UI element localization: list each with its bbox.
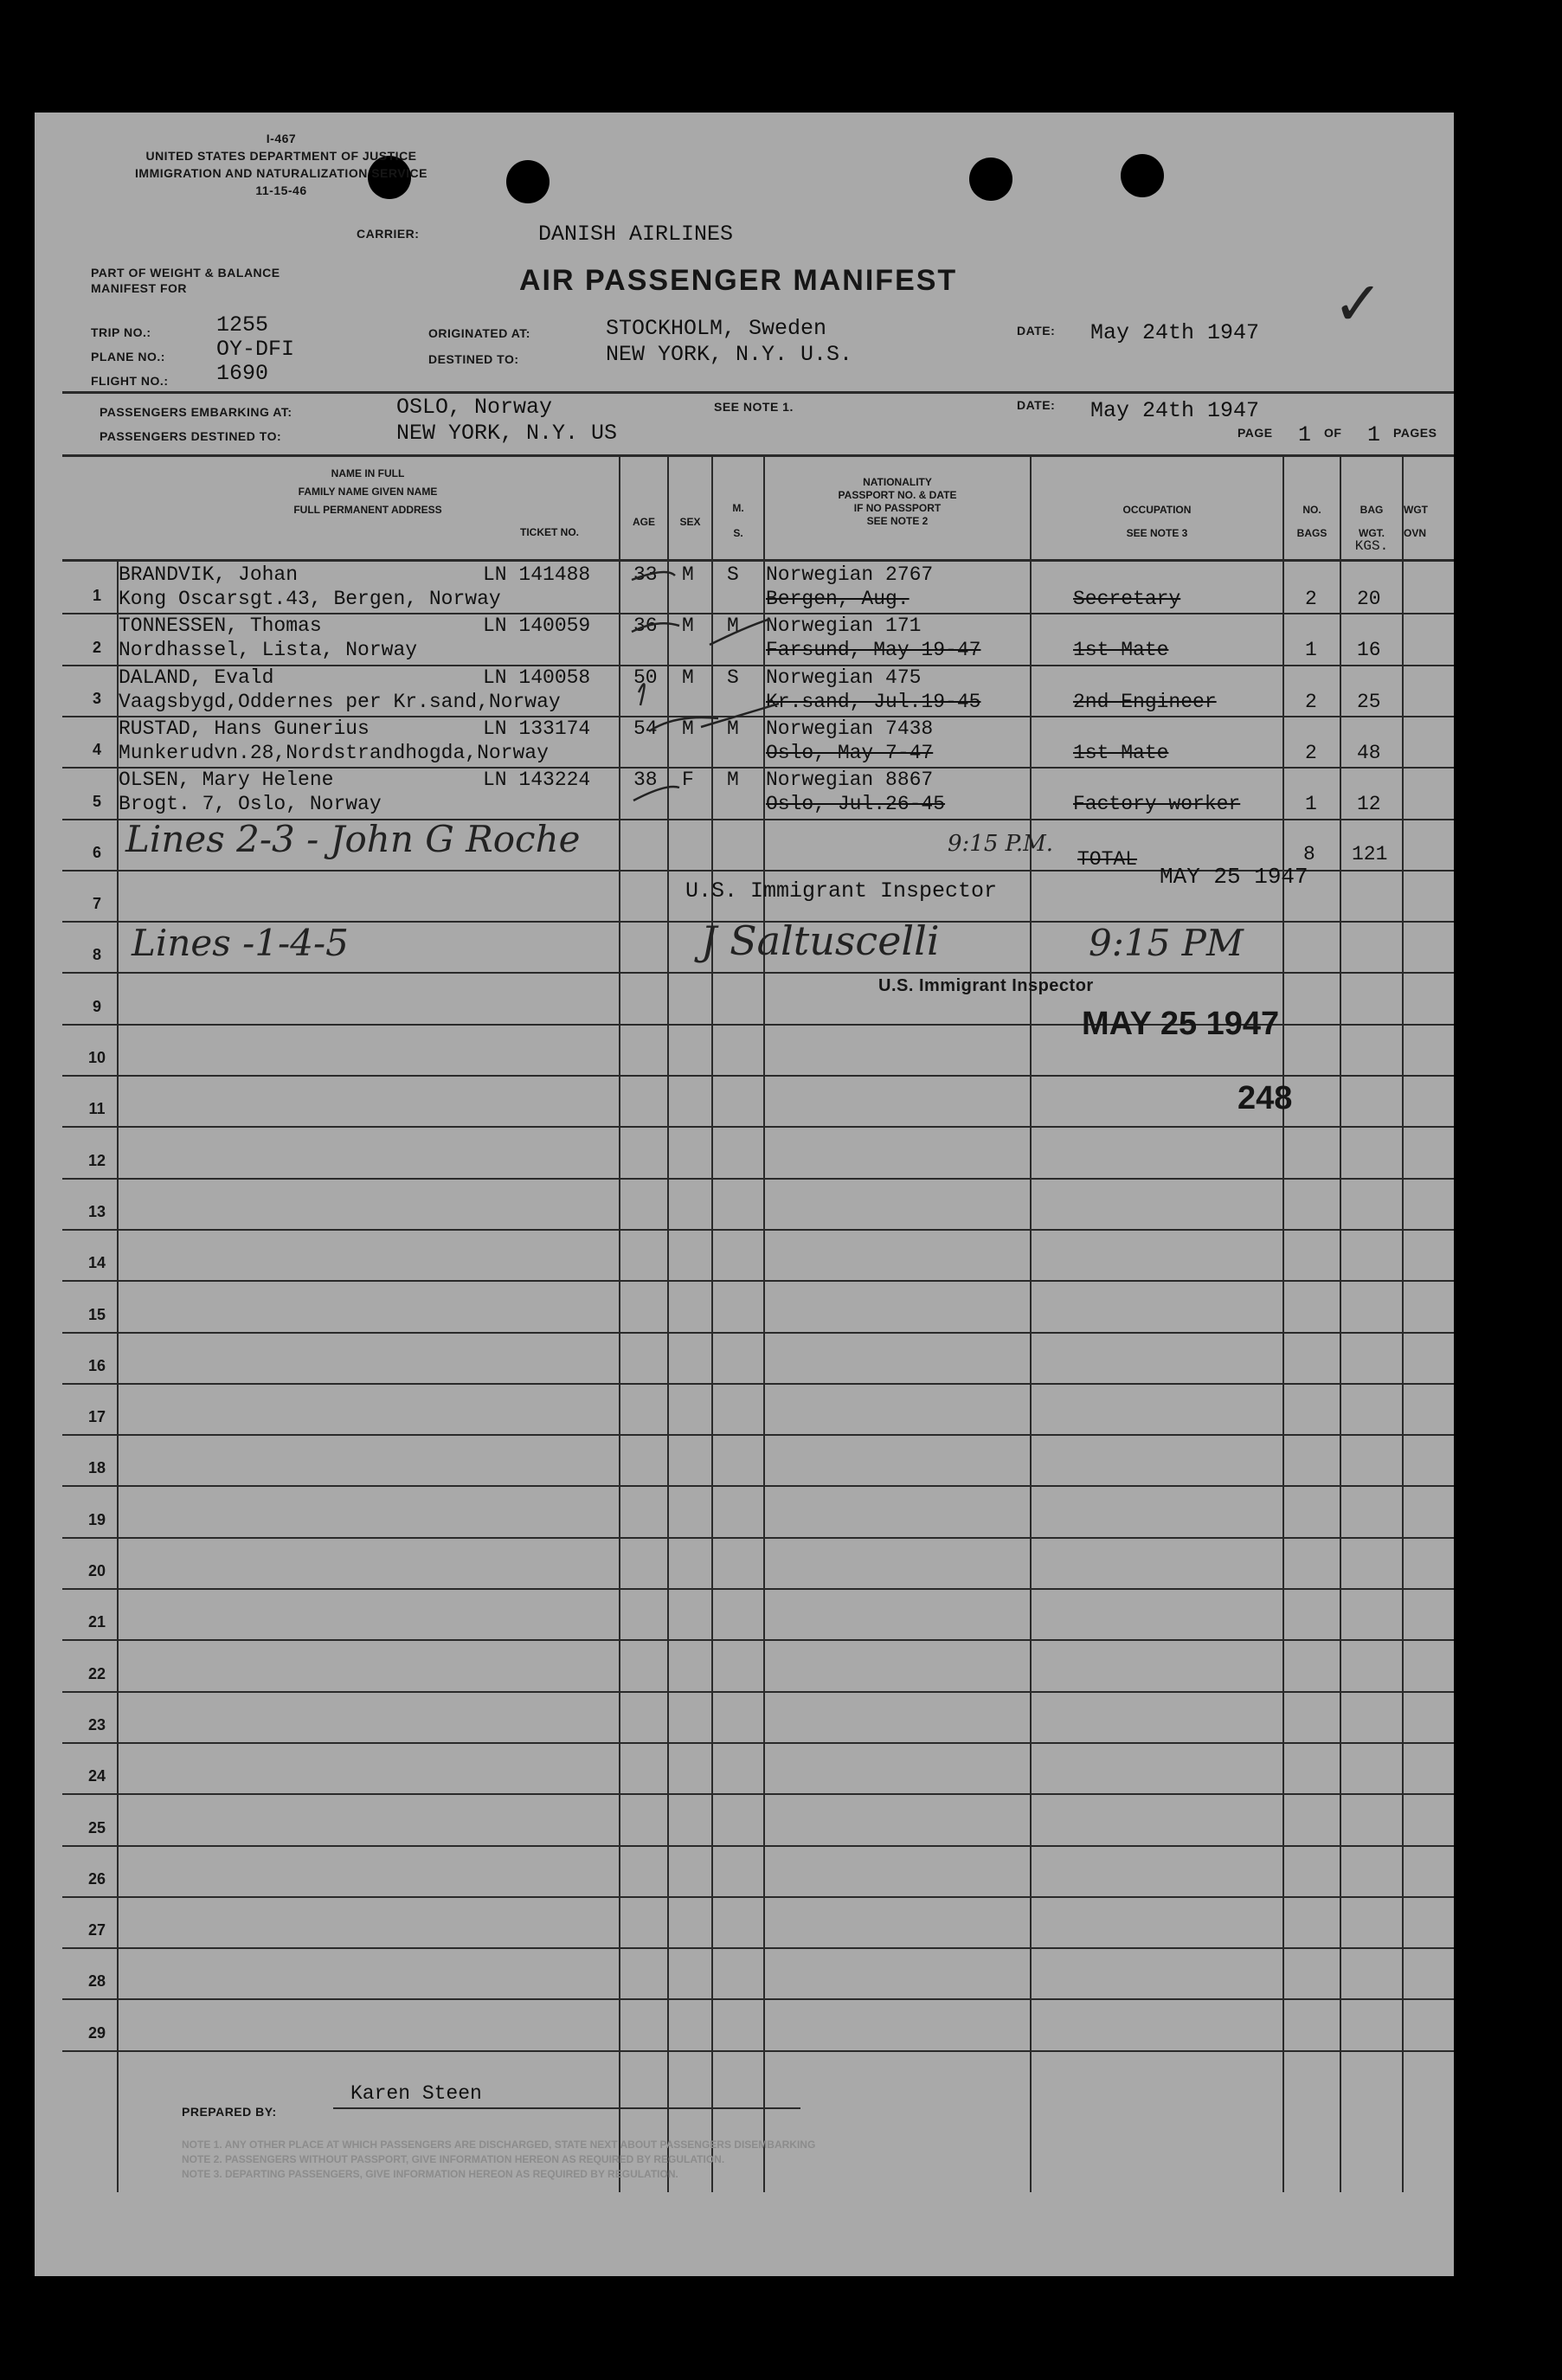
row-line <box>62 1537 1454 1539</box>
passenger-passport: Bergen, Aug. <box>766 588 910 610</box>
passenger-name: RUSTAD, Hans Gunerius <box>119 717 370 740</box>
passenger-ticket: LN 140058 <box>483 666 591 689</box>
passenger-occupation: Factory worker <box>1073 793 1241 815</box>
passenger-ms: S <box>727 563 739 586</box>
handwritten-note-line6: Lines 2-3 - John G Roche <box>125 818 581 860</box>
row-number: 5 <box>92 793 101 810</box>
row-number: 24 <box>87 1767 106 1785</box>
passenger-ms: M <box>727 717 739 740</box>
row-line <box>62 1947 1454 1949</box>
row-line <box>62 1434 1454 1436</box>
header-occupation: OCCUPATION SEE NOTE 3 <box>1122 504 1192 539</box>
header-bag-weight: BAG WGT. KGS. <box>1354 504 1389 554</box>
header-sex: SEX <box>679 516 701 528</box>
row-line <box>62 1896 1454 1898</box>
passenger-sex: M <box>682 666 694 689</box>
row-line <box>62 1998 1454 2000</box>
passenger-bags: 1 <box>1305 639 1317 661</box>
flight-number: 1690 <box>216 361 269 386</box>
row-number: 16 <box>87 1357 106 1374</box>
header-weight-ovn: WGT OVN <box>1404 504 1428 539</box>
row-line <box>62 1126 1454 1128</box>
header-marital: M. S. <box>732 502 744 539</box>
of-label: OF <box>1324 426 1342 440</box>
row-line <box>62 1485 1454 1487</box>
prepared-by-value: Karen Steen <box>350 2082 482 2105</box>
row-line <box>62 1280 1454 1282</box>
row-number: 1 <box>92 587 101 604</box>
row-line <box>62 1639 1454 1641</box>
divider <box>62 391 1454 394</box>
row-number: 27 <box>87 1921 106 1939</box>
passenger-address: Nordhassel, Lista, Norway <box>119 639 418 661</box>
route-values <box>606 316 852 368</box>
row-line <box>62 1075 1454 1077</box>
row-line <box>62 1588 1454 1590</box>
row-number: 2 <box>92 639 101 656</box>
row-number: 26 <box>87 1870 106 1888</box>
flight-values <box>216 313 294 386</box>
row-number: 7 <box>92 895 101 912</box>
total-weight: 121 <box>1352 843 1388 865</box>
passenger-ticket: LN 140059 <box>483 614 591 637</box>
passenger-route-values <box>396 395 617 447</box>
page-title: AIR PASSENGER MANIFEST <box>519 264 958 297</box>
passenger-weight: 20 <box>1357 588 1381 610</box>
handwritten-time2: 9:15 PM <box>1089 922 1244 964</box>
passenger-ms: S <box>727 666 739 689</box>
carrier-label: CARRIER: <box>357 227 420 241</box>
agency-line2: IMMIGRATION AND NATURALIZATION SERVICE <box>135 166 427 180</box>
passenger-ticket: LN 143224 <box>483 769 591 791</box>
passenger-age: 50 <box>633 666 658 689</box>
passenger-nationality: Norwegian 8867 <box>766 769 934 791</box>
passenger-occupation: 2nd Engineer <box>1073 691 1217 713</box>
see-note-label: SEE NOTE 1. <box>714 400 794 414</box>
passenger-nationality: Norwegian 7438 <box>766 717 934 740</box>
header-ticket: TICKET NO. <box>520 526 579 538</box>
passenger-address: Brogt. 7, Oslo, Norway <box>119 793 382 815</box>
table-top-border <box>62 454 1454 457</box>
passenger-bags: 2 <box>1305 742 1317 764</box>
plane-number: OY-DFI <box>216 337 295 362</box>
footnotes: NOTE 1. ANY OTHER PLACE AT WHICH PASSENGERS ARE DISCHARGED, STATE NEXT ABOUT PASSENGERS DISEMBARKING NOTE 2. PASSENGERS WITHOUT PASSPORT, GIVE INFORMATION HEREON AS REQUIRED BY REGULATION. NOTE 3. DEPARTING PASSENGERS, GIVE INFORMATION HEREON AS REQUIRED BY REGULATION. <box>182 2139 816 2180</box>
header-nationality: NATIONALITY PASSPORT NO. & DATE IF NO PASSPORT SEE NOTE 2 <box>838 476 957 527</box>
date-label: DATE: <box>1017 324 1056 338</box>
form-number: I-467 <box>266 132 297 145</box>
embark-date: May 24th 1947 <box>1090 398 1260 423</box>
row-number: 29 <box>87 2024 106 2042</box>
manifest-page <box>35 113 1454 2276</box>
signature-line <box>333 2107 800 2109</box>
passenger-age: 38 <box>633 769 658 791</box>
embarking-at: OSLO, Norway <box>396 395 553 420</box>
passenger-sex: M <box>682 717 694 740</box>
passenger-passport: Farsund, May 19-47 <box>766 639 981 661</box>
destined-to: NEW YORK, N.Y. U.S. <box>606 342 853 367</box>
row-line <box>62 1178 1454 1180</box>
agency-header <box>78 130 485 199</box>
passenger-bags: 2 <box>1305 691 1317 713</box>
pages-label: PAGES <box>1393 426 1437 440</box>
row-line <box>62 1742 1454 1744</box>
passenger-name: DALAND, Evald <box>119 666 274 689</box>
route-labels: ORIGINATED AT: DESTINED TO: <box>428 326 530 366</box>
passenger-name: TONNESSEN, Thomas <box>119 614 322 637</box>
handwritten-note-line8: Lines -1-4-5 <box>132 922 349 964</box>
page-label: PAGE <box>1237 426 1273 440</box>
row-number: 12 <box>87 1152 106 1169</box>
stamp-date2: MAY 25 1947 <box>1082 1006 1280 1042</box>
row-number: 25 <box>87 1819 106 1836</box>
passenger-address: Munkerudvn.28,Nordstrandhogda,Norway <box>119 742 549 764</box>
passenger-name: OLSEN, Mary Helene <box>119 769 334 791</box>
row-line <box>62 1793 1454 1795</box>
flight-date: May 24th 1947 <box>1090 320 1260 345</box>
check-mark-icon: ✓ <box>1333 268 1384 339</box>
row-number: 18 <box>87 1459 106 1476</box>
passenger-sex: M <box>682 563 694 586</box>
inspector-label2: U.S. Immigrant Inspector <box>878 976 1094 995</box>
passenger-bags: 1 <box>1305 793 1317 815</box>
page-number: 1 <box>1298 422 1312 447</box>
row-number: 4 <box>92 741 101 758</box>
page-total: 1 <box>1367 422 1381 447</box>
row-number: 15 <box>87 1306 106 1323</box>
passenger-weight: 16 <box>1357 639 1381 661</box>
passenger-age: 33 <box>633 563 658 586</box>
inspector-label1: U.S. Immigrant Inspector <box>685 878 998 904</box>
row-line <box>62 1845 1454 1847</box>
originated-at: STOCKHOLM, Sweden <box>606 316 827 341</box>
passenger-route-labels: PASSENGERS EMBARKING AT: PASSENGERS DESTINED TO: <box>100 405 292 443</box>
form-date: 11-15-46 <box>255 183 307 197</box>
stamp-number: 248 <box>1237 1080 1293 1116</box>
passenger-address: Vaagsbygd,Oddernes per Kr.sand,Norway <box>119 691 561 713</box>
passenger-ms: M <box>727 769 739 791</box>
passenger-sex: F <box>682 769 694 791</box>
passenger-address: Kong Oscarsgt.43, Bergen, Norway <box>119 588 501 610</box>
passenger-nationality: Norwegian 2767 <box>766 563 934 586</box>
stamp-date1: MAY 25 1947 <box>1160 864 1308 890</box>
row-number: 11 <box>88 1100 106 1117</box>
inspector-signature: J Saltuscelli <box>701 917 940 964</box>
header-name: NAME IN FULL FAMILY NAME GIVEN NAME FULL PERMANENT ADDRESS <box>293 467 442 516</box>
passenger-ms: M <box>727 614 739 637</box>
row-number: 21 <box>87 1613 106 1631</box>
passenger-nationality: Norwegian 171 <box>766 614 922 637</box>
row-number: 10 <box>87 1049 106 1066</box>
row-number: 8 <box>92 946 101 963</box>
prepared-by-label: PREPARED BY: <box>182 2105 277 2119</box>
row-number: 13 <box>87 1203 106 1220</box>
header-age: AGE <box>632 516 655 528</box>
row-line <box>62 1383 1454 1385</box>
carrier-value: DANISH AIRLINES <box>538 222 734 247</box>
passenger-bags: 2 <box>1305 588 1317 610</box>
row-line <box>62 1229 1454 1231</box>
row-number: 9 <box>92 998 101 1015</box>
passenger-weight: 12 <box>1357 793 1381 815</box>
row-number: 14 <box>87 1254 106 1271</box>
passenger-ticket: LN 141488 <box>483 563 591 586</box>
passenger-sex: M <box>682 614 694 637</box>
passenger-passport: Oslo, Jul.26-45 <box>766 793 946 815</box>
row-number: 3 <box>92 690 101 707</box>
row-number: 17 <box>87 1408 106 1425</box>
row-number: 23 <box>87 1716 106 1734</box>
row-number: 22 <box>87 1665 106 1682</box>
punch-hole <box>1121 154 1164 197</box>
punch-hole <box>969 158 1012 201</box>
punch-hole <box>506 160 550 203</box>
row-number: 6 <box>92 844 101 861</box>
passenger-occupation: 1st Mate <box>1073 742 1169 764</box>
passenger-age: 36 <box>633 614 658 637</box>
flight-labels: TRIP NO.: PLANE NO.: FLIGHT NO.: <box>91 325 169 388</box>
header-bags: NO. BAGS <box>1296 504 1327 539</box>
row-number: 19 <box>87 1511 106 1528</box>
passenger-name: BRANDVIK, Johan <box>119 563 299 586</box>
passengers-destined-to: NEW YORK, N.Y. US <box>396 421 618 446</box>
row-line <box>62 2050 1454 2052</box>
passenger-age: 54 <box>633 717 658 740</box>
handwritten-time1: 9:15 P.M. <box>948 831 1054 857</box>
age-strike-marks <box>614 550 779 913</box>
passenger-occupation: 1st Mate <box>1073 639 1169 661</box>
row-line <box>62 1332 1454 1334</box>
passenger-passport: Kr.sand, Jul.19-45 <box>766 691 981 713</box>
part-of-label: PART OF WEIGHT & BALANCE MANIFEST FOR <box>91 266 280 295</box>
passenger-ticket: LN 133174 <box>483 717 591 740</box>
trip-number: 1255 <box>216 312 269 338</box>
passenger-weight: 25 <box>1357 691 1381 713</box>
total-label: TOTAL <box>1077 848 1138 871</box>
passenger-weight: 48 <box>1357 742 1381 764</box>
row-line <box>62 1691 1454 1693</box>
passenger-occupation: Secretary <box>1073 588 1181 610</box>
row-line <box>62 972 1454 974</box>
passenger-passport: Oslo, May 7-47 <box>766 742 934 764</box>
passenger-nationality: Norwegian 475 <box>766 666 922 689</box>
row-number: 28 <box>87 1972 106 1990</box>
row-number: 20 <box>87 1562 106 1579</box>
agency-line1: UNITED STATES DEPARTMENT OF JUSTICE <box>145 149 417 163</box>
date2-label: DATE: <box>1017 398 1056 412</box>
total-bags: 8 <box>1303 843 1315 865</box>
